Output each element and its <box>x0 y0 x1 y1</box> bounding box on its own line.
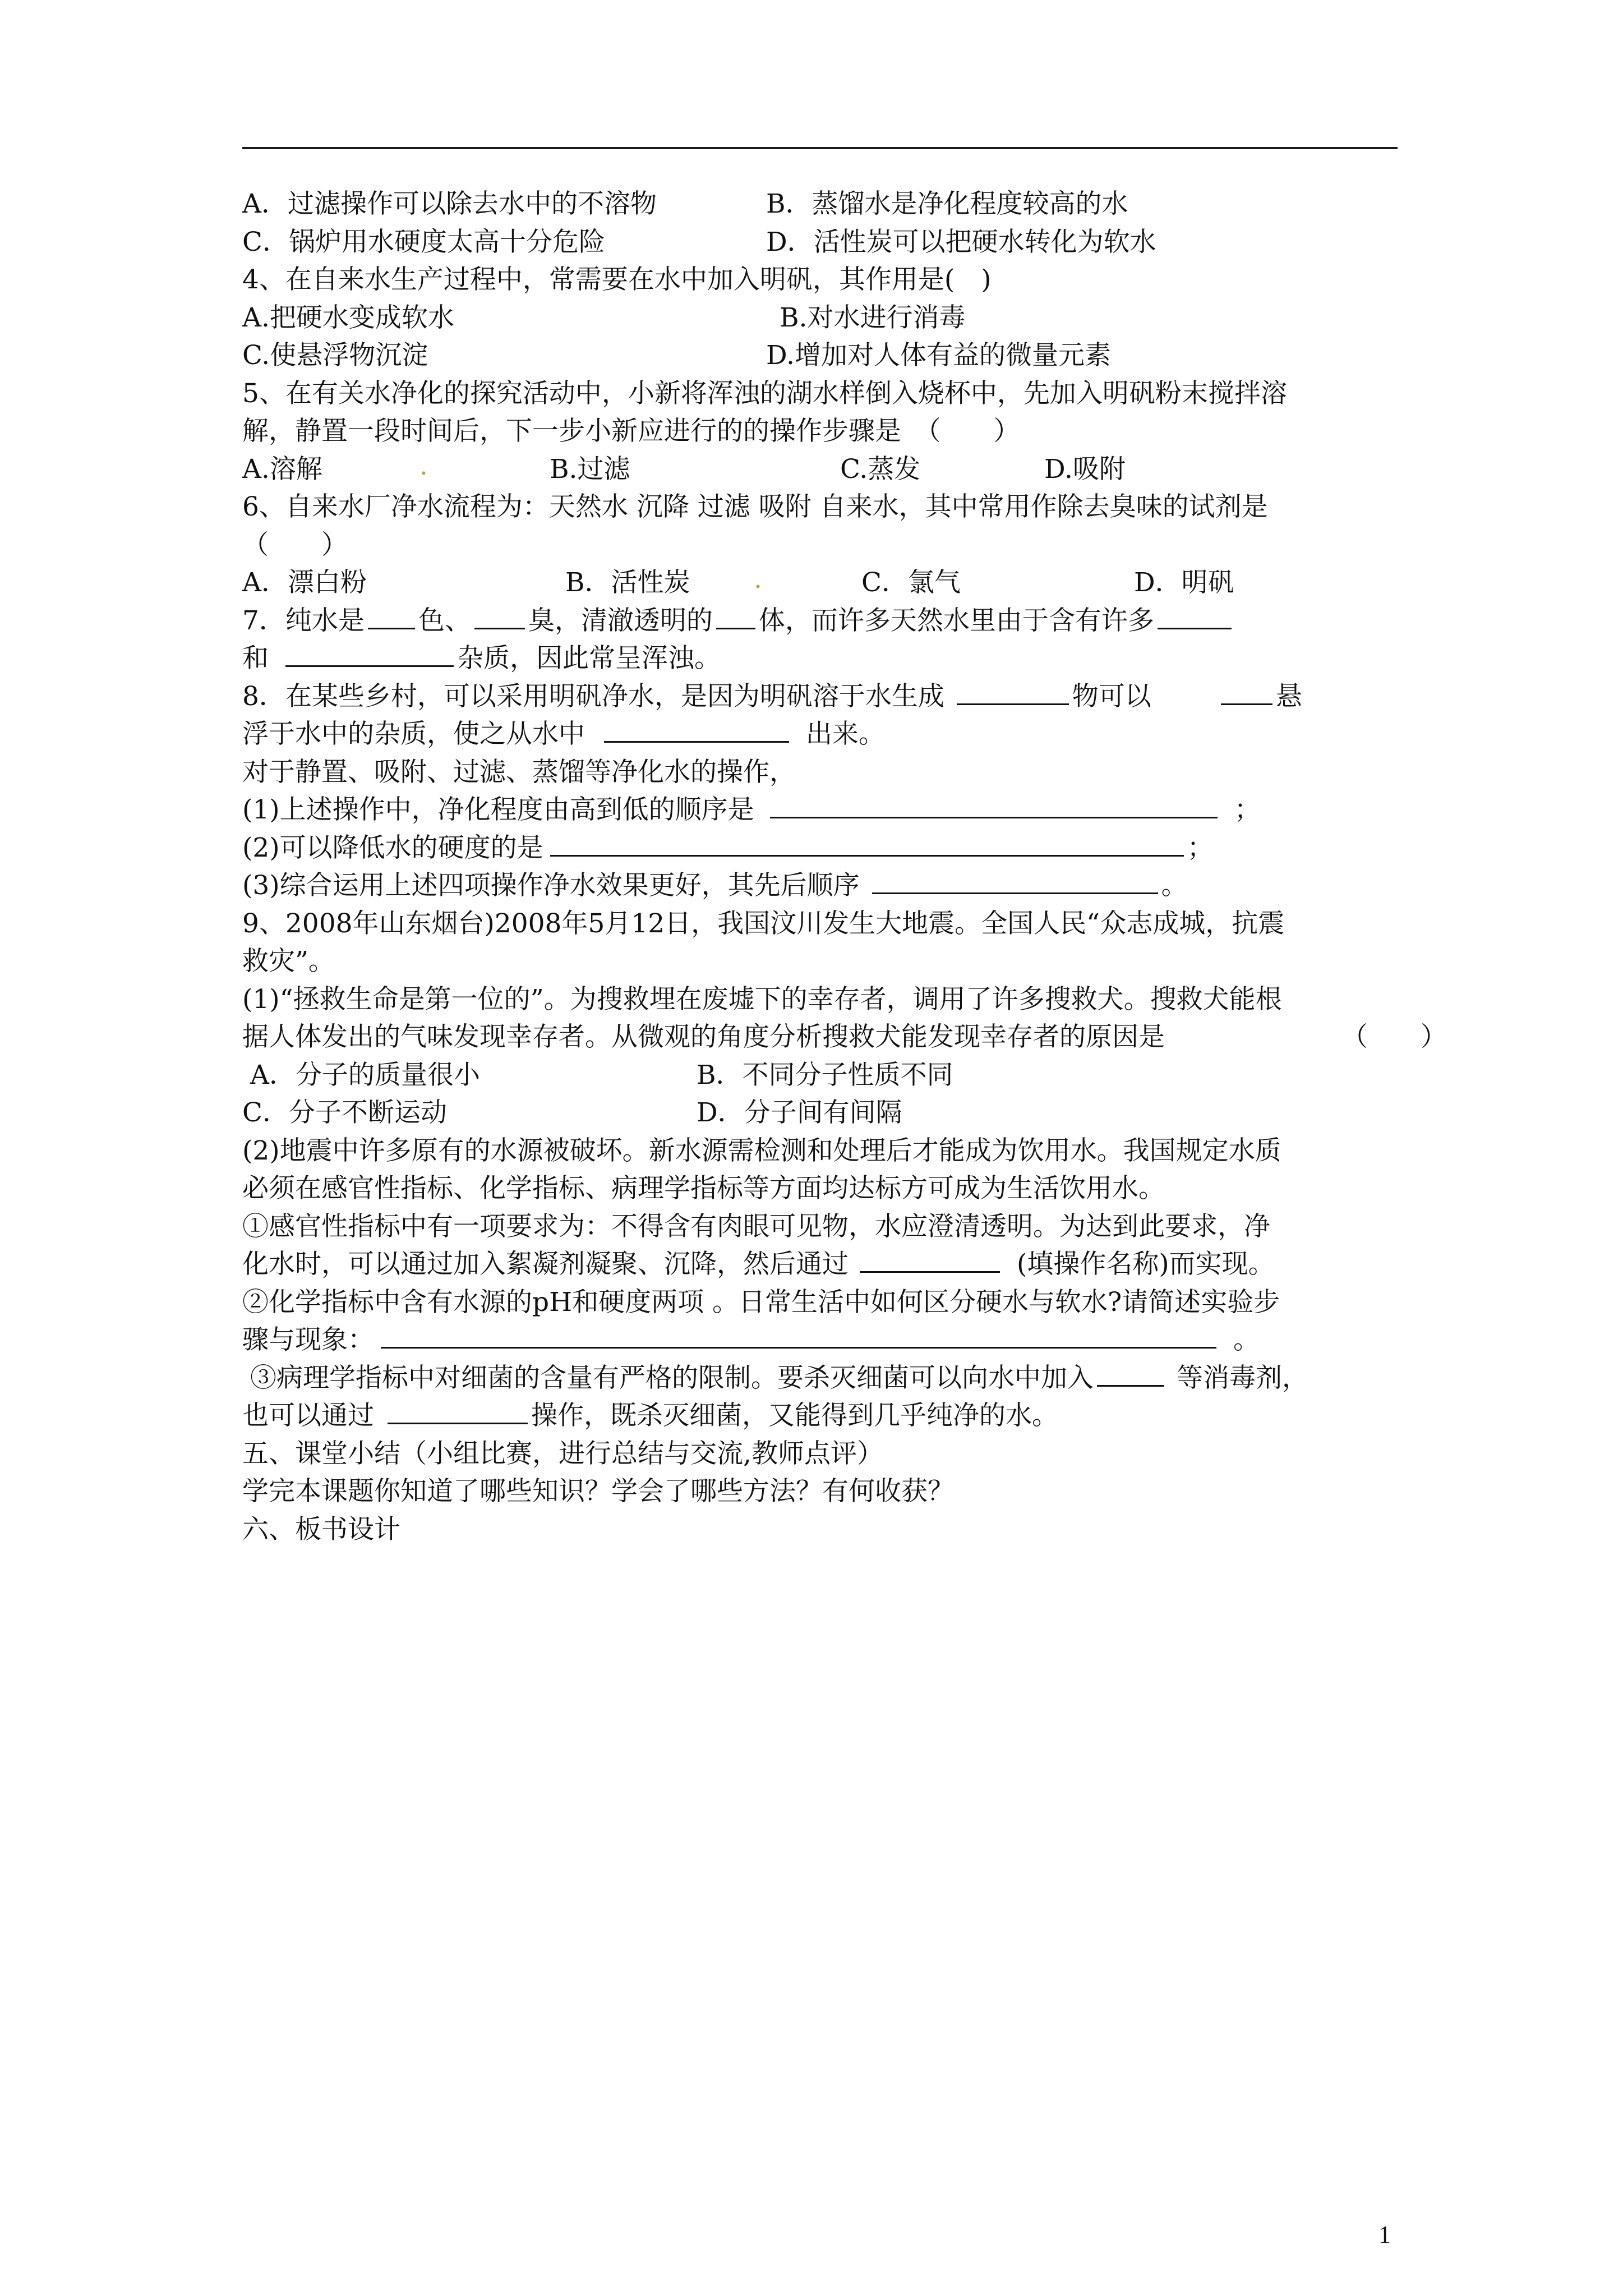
q8-text-1: 8．在某些乡村，可以采用明矾净水，是因为明矾溶于水生成 <box>242 680 944 712</box>
q7-blank-impurity-1[interactable] <box>1158 603 1232 629</box>
q8-sub-2-end: ； <box>1187 832 1214 863</box>
q3-options-row-2 <box>242 223 1420 261</box>
q6-stem-line-2: （ ） <box>242 529 348 560</box>
q8-blank-action[interactable] <box>1221 679 1272 705</box>
q5-option-d: D.吸附 <box>1044 453 1126 485</box>
q9-sub-1-line-2 <box>242 1018 1447 1056</box>
q8-sub-2-text: (2)可以降低水的硬度的是 <box>242 832 543 863</box>
section-6-title: 六、板书设计 <box>242 1513 400 1545</box>
q9-options-row-2 <box>242 1094 1420 1132</box>
q4-option-d: D.增加对人体有益的微量元素 <box>766 340 1111 371</box>
q7-line-1 <box>242 602 1420 640</box>
q8-text-3: 悬 <box>1275 680 1302 712</box>
worksheet-body <box>242 185 1447 1548</box>
q3-option-c: C．锅炉用水硬度太高十分危险 <box>242 226 605 257</box>
q8-text-2: 物可以 <box>1072 680 1151 712</box>
q7-blank-state[interactable] <box>716 603 755 629</box>
q3-option-b: B．蒸馏水是净化程度较高的水 <box>766 188 1128 219</box>
q9-item-2-line-1: ②化学指标中含有水源的pH和硬度两项 。日常生活中如何区分硬水与软水?请简述实验步 <box>242 1286 1280 1318</box>
q9-item-3-text-a: ③病理学指标中对细菌的含量有严格的限制。要杀灭细菌可以向水中加入 <box>250 1362 1094 1393</box>
q8-line-1 <box>242 678 1420 716</box>
q7-blank-odor[interactable] <box>474 603 525 629</box>
q4-options-row-1 <box>242 299 1420 337</box>
q9-item-3-text-d: 操作，既杀灭细菌，又能得到几乎纯净的水。 <box>531 1400 1058 1431</box>
q7-text-3: 臭，清澈透明的 <box>528 605 713 636</box>
q9-answer-paren: （ ） <box>1341 1022 1447 1052</box>
q8-blank-substance[interactable] <box>957 679 1069 705</box>
q3-options-row-1 <box>242 185 1420 223</box>
q5-option-a: A.溶解 <box>242 453 322 485</box>
q8-blank-sequence[interactable] <box>872 868 1158 894</box>
q8-sub-1 <box>242 791 1420 829</box>
q3-option-a: A．过滤操作可以除去水中的不溶物 <box>242 188 657 219</box>
q8-sub-1-text: (1)上述操作中，净化程度由高到低的顺序是 <box>242 794 754 825</box>
q8-sub-1-end: ； <box>1234 794 1261 825</box>
q7-blank-color[interactable] <box>368 603 415 629</box>
q8-blank-order[interactable] <box>770 792 1218 818</box>
q6-options <box>242 564 1420 602</box>
q8-text-5: 出来。 <box>806 719 885 749</box>
q9-stem-line-1: 9、2008年山东烟台)2008年5月12日，我国汶川发生大地震。全国人民“众志成城，抗震 <box>242 908 1285 939</box>
q4-options-row-2 <box>242 337 1420 375</box>
q9-item-3-line-1 <box>242 1359 1420 1397</box>
q7-text-2: 色、 <box>418 605 471 636</box>
q9-sub-2-line-2: 必须在感官性指标、化学指标、病理学指标等方面均达标方可成为生活饮用水。 <box>242 1173 1165 1204</box>
q6-stem-line-1: 6、自来水厂净水流程为：天然水 沉降 过滤 吸附 自来水，其中常用作除去臭味的试剂是 <box>242 491 1268 522</box>
q9-item-3-text-b: 等消毒剂， <box>1177 1362 1308 1393</box>
page-number: 1 <box>1378 2221 1391 2248</box>
q9-blank-disinfectant[interactable] <box>1097 1360 1164 1387</box>
q5-stem-line-1: 5、在有关水净化的探究活动中，小新将浑浊的湖水样倒入烧杯中，先加入明矾粉末搅拌溶 <box>242 378 1287 409</box>
q4-option-c: C.使悬浮物沉淀 <box>242 340 428 371</box>
q5-option-c: C.蒸发 <box>840 453 921 485</box>
section-5-text: 学完本课题你知道了哪些知识？学会了哪些方法？有何收获？ <box>242 1476 954 1507</box>
q8-blank-hardness[interactable] <box>550 830 1184 857</box>
q9-stem-line-2: 救灾”。 <box>242 946 335 977</box>
q8-blank-result[interactable] <box>604 716 789 743</box>
q9-item-2-text-a: 骤与现象： <box>242 1324 374 1355</box>
q9-sub-1-text: 据人体发出的气味发现幸存者。从微观的角度分析搜救犬能发现幸存者的原因是 <box>242 1022 1165 1052</box>
q7-text-5: 和 <box>242 643 269 674</box>
q7-line-2 <box>242 639 1420 678</box>
q9-item-3-line-2 <box>242 1397 1420 1435</box>
q9-item-1-text-a: 化水时，可以通过加入絮凝剂凝聚、沉降，然后通过 <box>242 1249 849 1280</box>
q6-option-c: C．氯气 <box>861 567 961 598</box>
q6-option-d: D．明矾 <box>1134 567 1234 598</box>
q6-option-b: B．活性炭 <box>565 567 690 598</box>
q8-intro: 对于静置、吸附、过滤、蒸馏等净化水的操作， <box>242 756 796 788</box>
q7-text-6: 杂质，因此常呈浑浊。 <box>457 643 721 674</box>
header-rule <box>242 147 1398 149</box>
q9-item-2-line-2 <box>242 1321 1420 1359</box>
q7-blank-impurity-2[interactable] <box>285 641 454 667</box>
q9-item-1-line-1: ①感官性指标中有一项要求为：不得含有肉眼可见物，水应澄清透明。为达到此要求，净 <box>242 1211 1270 1242</box>
q6-option-a: A．漂白粉 <box>242 567 367 598</box>
stray-dot-mark: . <box>754 564 762 595</box>
q9-item-2-text-b: 。 <box>1233 1324 1260 1355</box>
q9-option-d: D．分子间有间隔 <box>697 1097 902 1128</box>
q5-option-b: B.过滤 <box>550 453 630 485</box>
q8-sub-2 <box>242 829 1420 867</box>
q8-sub-3-end: 。 <box>1161 870 1188 901</box>
q9-blank-sterilize-op[interactable] <box>388 1398 528 1424</box>
q8-text-4: 浮于水中的杂质，使之从水中 <box>242 719 585 749</box>
q9-option-c: C．分子不断运动 <box>242 1097 447 1128</box>
q9-sub-1-line-1: (1)“拯救生命是第一位的”。为搜救埋在废墟下的幸存者，调用了许多搜救犬。搜救犬能根 <box>242 983 1282 1015</box>
q7-text-1: 7．纯水是 <box>242 605 365 636</box>
section-5-title: 五、课堂小结（小组比赛，进行总结与交流,教师点评） <box>242 1438 883 1469</box>
q9-sub-2-line-1: (2)地震中许多原有的水源被破坏。新水源需检测和处理后才能成为饮用水。我国规定水质 <box>242 1135 1281 1166</box>
q8-line-2 <box>242 715 1420 753</box>
q8-sub-3 <box>242 867 1420 905</box>
q9-blank-operation[interactable] <box>860 1246 1000 1273</box>
q4-stem: 4、在自来水生产过程中，常需要在水中加入明矾，其作用是( ) <box>242 264 992 295</box>
q9-item-1-text-b: (填操作名称)而实现。 <box>1017 1249 1275 1280</box>
q5-options <box>242 450 1420 489</box>
q9-item-3-text-c: 也可以通过 <box>242 1400 374 1431</box>
q9-options-row-1 <box>242 1056 1420 1094</box>
q4-option-a: A.把硬水变成软水 <box>242 302 454 333</box>
q3-option-d: D．活性炭可以把硬水转化为软水 <box>766 226 1156 257</box>
q9-option-b: B．不同分子性质不同 <box>697 1059 953 1091</box>
q9-item-1-line-2 <box>242 1245 1420 1283</box>
q8-sub-3-text: (3)综合运用上述四项操作净水效果更好，其先后顺序 <box>242 870 860 901</box>
stray-dot-mark: . <box>419 450 428 481</box>
q7-text-4: 体，而许多天然水里由于含有许多 <box>758 605 1154 636</box>
q9-blank-hardness-test[interactable] <box>381 1322 1216 1349</box>
q9-option-a: A．分子的质量很小 <box>250 1059 480 1091</box>
q4-option-b: B.对水进行消毒 <box>780 302 966 333</box>
q5-stem-line-2: 解，静置一段时间后，下一步小新应进行的的操作步骤是 （ ） <box>242 416 1020 447</box>
